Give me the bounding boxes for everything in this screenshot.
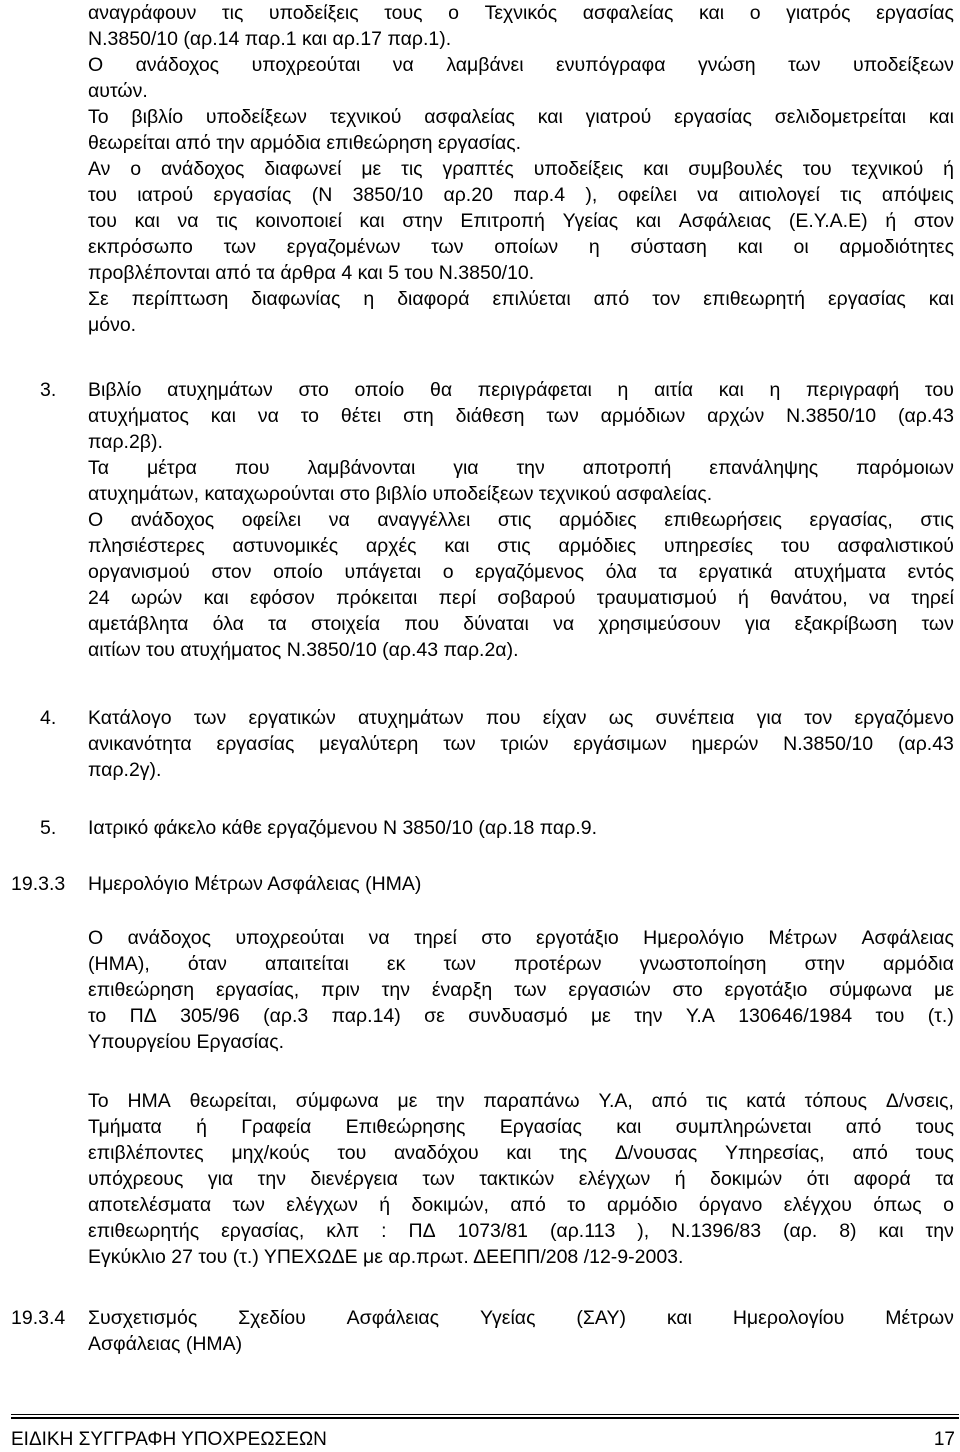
item-3-text [88,377,954,663]
text-line: προβλέπονται από τα άρθρα 4 και 5 του Ν.3850/10. [88,262,535,284]
text-line: 24 ωρών και εφόσον πρόκειται περί σοβαρού τραυματισμού ή θανάτου, να τηρεί [88,587,954,609]
text-line: παρ.2γ). [88,759,162,781]
text-line: του και να τις κοινοποιεί και στην Επιτροπή Υγείας και Ασφάλειας (Ε.Υ.Α.Ε) ή στον [88,210,954,232]
text-line: οργανισμού στον οποίο υπάγεται ο εργαζόμενος όλα τα εργατικά ατυχήματα εντός [88,561,954,583]
text-line: Αν ο ανάδοχος διαφωνεί με τις γραπτές υποδείξεις και συμβουλές του τεχνικού ή [88,158,954,180]
footer-divider [11,1417,959,1419]
item-number: 5. [40,817,57,839]
text-line: παρ.2β). [88,431,163,453]
text-line: Ιατρικό φάκελο κάθε εργαζόμενου Ν 3850/10 (αρ.18 παρ.9. [88,817,597,839]
text-line: αποτελέσματα των ελέγχων ή δοκιμών, από το αρμόδιο όργανο ελέγχου όπως ο [88,1194,954,1216]
section-number: 19.3.4 [11,1307,66,1329]
text-line: Σε περίπτωση διαφωνίας η διαφορά επιλύεται από τον επιθεωρητή εργασίας και [88,288,954,310]
text-line: επιθεωρητής εργασίας, κλπ : ΠΔ 1073/81 (αρ.113 ), Ν.1396/83 (αρ. 8) και την [88,1220,954,1242]
text-line: ανικανότητα εργασίας μεγαλύτερη των τριών εργάσιμων ημερών Ν.3850/10 (αρ.43 [88,733,954,755]
intro-paragraphs [88,0,954,338]
text-line: ατυχημάτων, καταχωρούνται στο βιβλίο υποδείξεων τεχνικού ασφαλείας. [88,483,713,505]
text-line: Εγκύκλιο 27 του (τ.) ΥΠΕΧΩΔΕ με αρ.πρωτ. ΔΕΕΠΠ/208 /12-9-2003. [88,1246,684,1268]
text-line: το ΠΔ 305/96 (αρ.3 παρ.14) σε συνδυασμό με την Υ.Α 130646/1984 του (τ.) [88,1005,954,1027]
text-line: Το ΗΜΑ θεωρείται, σύμφωνα με την παραπάνω Υ.Α, από τις κατά τόπους Δ/νσεις, [88,1090,954,1112]
text-line: αμετάβλητα όλα τα στοιχεία που δύναται να χρησιμεύσουν για εξακρίβωση των [88,613,954,635]
text-line: υπόχρεους για την διενέργεια των τακτικών ελέγχων ή δοκιμών ότι αφορά τα [88,1168,954,1190]
text-line: Ο ανάδοχος οφείλει να αναγγέλλει στις αρμόδιες επιθεωρήσεις εργασίας, στις [88,509,954,531]
footer-title: ΕΙΔΙΚΗ ΣΥΓΓΡΑΦΗ ΥΠΟΧΡΕΩΣΕΩΝ [11,1429,327,1450]
page-number: 17 [933,1429,955,1450]
text-line: Ο ανάδοχος υποχρεούται να λαμβάνει ενυπόγραφα γνώση των υποδείξεων [88,54,954,76]
section-title [88,1305,954,1357]
text-line: ατυχήματος και να το θέτει στη διάθεση των αρμόδιων αρχών Ν.3850/10 (αρ.43 [88,405,954,427]
item-5-text [88,815,954,841]
text-line: Υπουργείου Εργασίας. [88,1031,285,1053]
text-line: Το βιβλίο υποδείξεων τεχνικού ασφαλείας και γιατρού εργασίας σελιδομετρείται και [88,106,954,128]
footer-divider [11,1414,959,1415]
text-line: Συσχετισμός Σχεδίου Ασφάλειας Υγείας (ΣΑΥ) και Ημερολογίου Μέτρων [88,1307,954,1329]
item-number: 4. [40,707,57,729]
text-line: Ν.3850/10 (αρ.14 παρ.1 και αρ.17 παρ.1). [88,28,452,50]
text-line: μόνο. [88,314,137,336]
item-4-text [88,705,954,783]
text-line: επιθεώρηση εργασίας, πριν την έναρξη των εργασιών στο εργοτάξιο σύμφωνα με [88,979,954,1001]
text-line: του ιατρού εργασίας (Ν 3850/10 αρ.20 παρ.4 ), οφείλει να αιτιολογεί τις απόψεις [88,184,954,206]
section-title: Ημερολόγιο Μέτρων Ασφάλειας (ΗΜΑ) [88,873,422,895]
text-line: Τμήματα ή Γραφεία Επιθεώρησης Εργασίας και συμπληρώνεται από τους [88,1116,954,1138]
text-line: εκπρόσωπο των εργαζομένων των οποίων η σύσταση και οι αρμοδιότητες [88,236,954,258]
section-number: 19.3.3 [11,873,66,895]
text-line: αυτών. [88,80,148,102]
section-paragraph [88,1088,954,1270]
text-line: Ασφάλειας (ΗΜΑ) [88,1333,243,1355]
item-number: 3. [40,379,57,401]
text-line: Κατάλογο των εργατικών ατυχημάτων που είχαν ως συνέπεια για τον εργαζόμενο [88,707,954,729]
text-line: Τα μέτρα που λαμβάνονται για την αποτροπή επανάληψης παρόμοιων [88,457,954,479]
text-line: θεωρείται από την αρμόδια επιθεώρηση εργασίας. [88,132,522,154]
text-line: επιβλέποντες μηχ/κούς του αναδόχου και της Δ/νουσας Υπηρεσίας, από τους [88,1142,954,1164]
section-paragraph [88,925,954,1055]
text-line: πλησιέστερες αστυνομικές αρχές και στις αρμόδιες υπηρεσίες του ασφαλιστικού [88,535,954,557]
text-line: αιτίων του ατυχήματος Ν.3850/10 (αρ.43 παρ.2α). [88,639,519,661]
text-line: Βιβλίο ατυχημάτων στο οποίο θα περιγράφεται η αιτία και η περιγραφή του [88,379,954,401]
text-line: αναγράφουν τις υποδείξεις τους ο Τεχνικός ασφαλείας και ο γιατρός εργασίας [88,2,954,24]
text-line: Ο ανάδοχος υποχρεούται να τηρεί στο εργοτάξιο Ημερολόγιο Μέτρων Ασφάλειας [88,927,954,949]
text-line: (ΗΜΑ), όταν απαιτείται εκ των προτέρων γνωστοποίηση στην αρμόδια [88,953,954,975]
